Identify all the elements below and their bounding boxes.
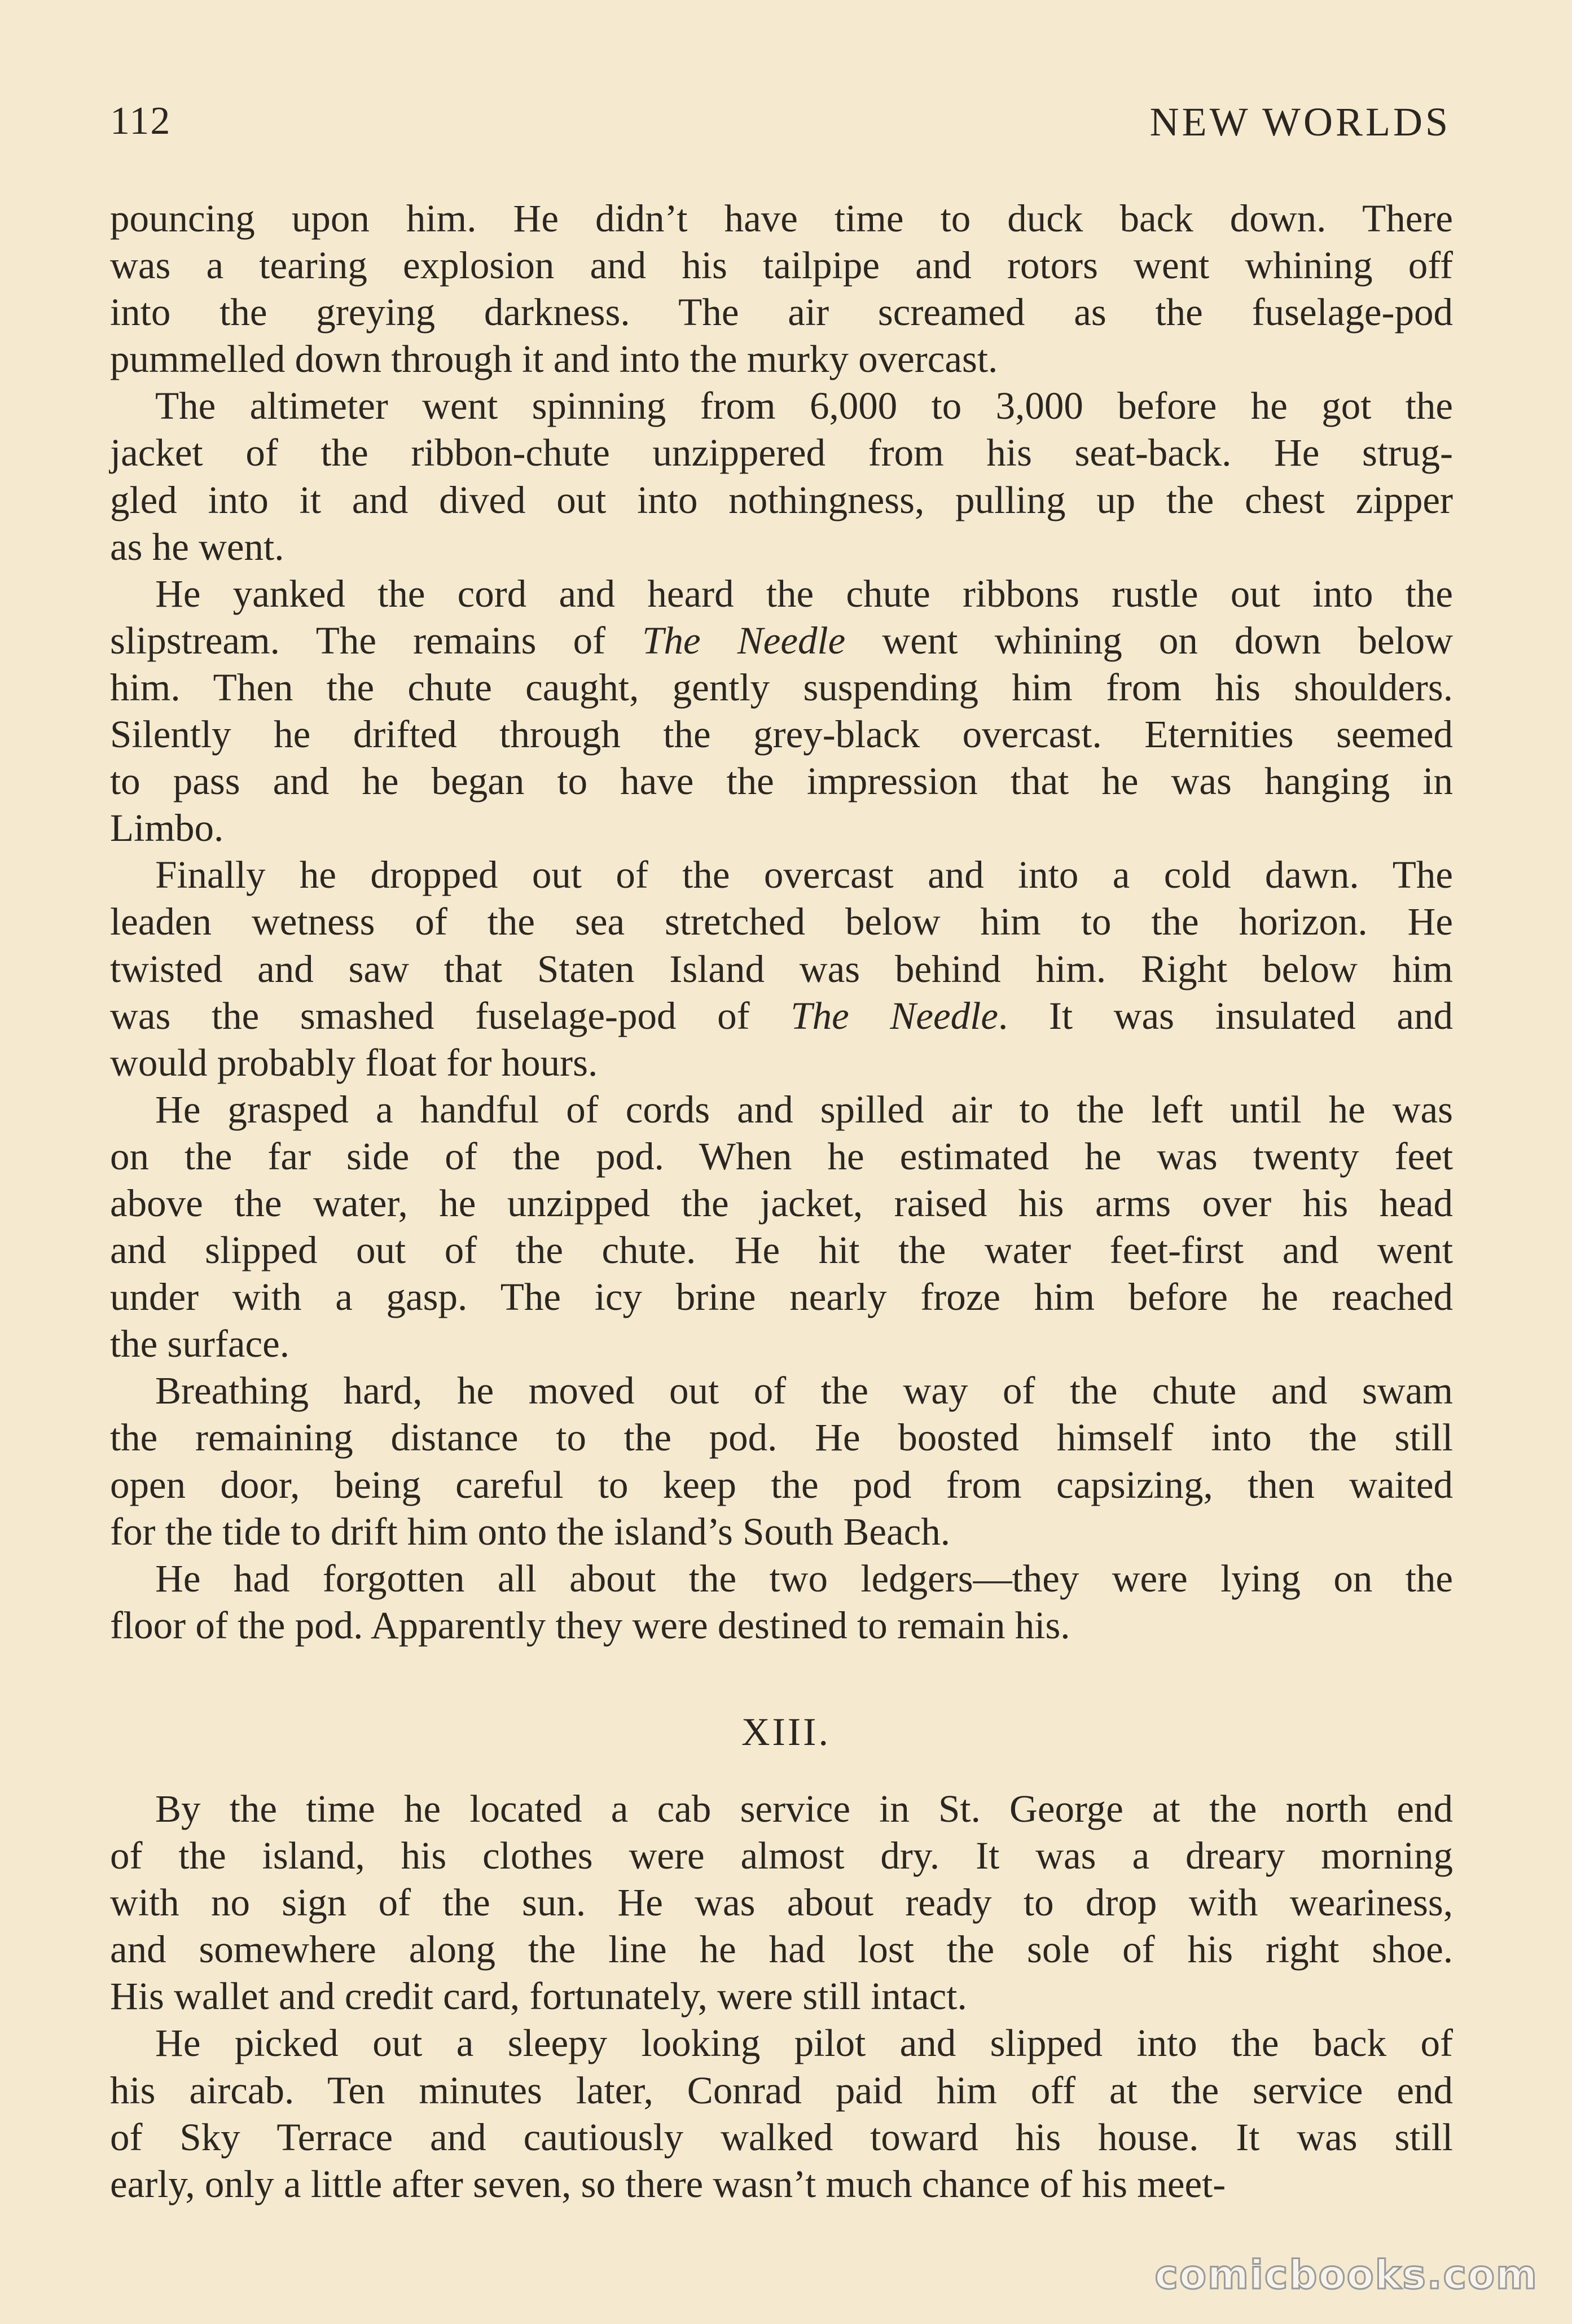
watermark-logo: comicbooks.com <box>1154 2252 1538 2298</box>
text-line: leaden wetness of the sea stretched below him to the horizon. He <box>110 900 1453 944</box>
page-number: 112 <box>110 99 172 143</box>
ship-name: The Needle <box>791 994 998 1037</box>
text-line: slipstream. The remains of The Needle went whining on down below <box>110 619 1453 662</box>
text-line: floor of the pod. Apparently they were destined to remain his. <box>110 1603 1070 1647</box>
text-line: of the island, his clothes were almost dry. It was a dreary morning <box>110 1834 1453 1878</box>
text-line: the remaining distance to the pod. He boosted himself into the still <box>110 1416 1453 1459</box>
text-line: the surface. <box>110 1322 289 1366</box>
text-line: and somewhere along the line he had lost the sole of his right shoe. <box>110 1928 1453 1971</box>
ship-name: The Needle <box>642 619 846 662</box>
text-line: and slipped out of the chute. He hit the water feet-first and went <box>110 1229 1453 1272</box>
paragraph <box>110 1786 1453 2020</box>
text-line: as he went. <box>110 525 284 568</box>
text-line: Silently he drifted through the grey-black overcast. Eternities seemed <box>110 713 1453 756</box>
text-line: into the greying darkness. The air screamed as the fuselage-pod <box>110 291 1453 334</box>
paragraph <box>110 852 1453 1086</box>
paragraph <box>110 1367 1453 1555</box>
text-line: Finally he dropped out of the overcast and into a cold dawn. The <box>155 853 1453 897</box>
paragraph <box>110 2020 1453 2207</box>
text-line: pummelled down through it and into the murky overcast. <box>110 337 998 381</box>
page-header <box>110 99 1451 161</box>
text-line: He picked out a sleepy looking pilot and slipped into the back of <box>155 2022 1453 2065</box>
text-line: Limbo. <box>110 806 224 850</box>
paragraph <box>110 383 1453 570</box>
running-head: NEW WORLDS <box>1149 99 1451 144</box>
text-line: on the far side of the pod. When he estimated he was twenty feet <box>110 1134 1453 1178</box>
text-line: Breathing hard, he moved out of the way of the chute and swam <box>155 1369 1453 1413</box>
paragraph <box>110 195 1453 383</box>
body-text-section-2 <box>110 1786 1453 2208</box>
text-line: His wallet and credit card, fortunately, were still intact. <box>110 1975 967 2018</box>
text-line: his aircab. Ten minutes later, Conrad paid him off at the service end <box>110 2068 1453 2112</box>
text-line: with no sign of the sun. He was about ready to drop with weariness, <box>110 1881 1453 1924</box>
text-line: would probably float for hours. <box>110 1041 598 1084</box>
text-line: pouncing upon him. He didn’t have time to duck back down. There <box>110 197 1453 240</box>
text-line: jacket of the ribbon-chute unzippered from his seat-back. He strug- <box>110 431 1453 475</box>
text-line: to pass and he began to have the impression that he was hanging in <box>110 760 1453 803</box>
text-line: of Sky Terrace and cautiously walked toward his house. It was still <box>110 2115 1453 2159</box>
text-line: By the time he located a cab service in St. George at the north end <box>155 1787 1453 1830</box>
text-line: He grasped a handful of cords and spilled air to the left until he was <box>155 1088 1453 1131</box>
text-line: He yanked the cord and heard the chute ribbons rustle out into the <box>155 572 1453 615</box>
text-line: for the tide to drift him onto the island’s South Beach. <box>110 1510 951 1553</box>
text-line: open door, being careful to keep the pod from capsizing, then waited <box>110 1463 1453 1506</box>
text-line: him. Then the chute caught, gently suspending him from his shoulders. <box>110 665 1453 709</box>
text-line: under with a gasp. The icy brine nearly froze him before he reached <box>110 1275 1453 1319</box>
text-line: was a tearing explosion and his tailpipe and rotors went whining off <box>110 244 1453 287</box>
paragraph <box>110 1555 1453 1649</box>
paragraph <box>110 571 1453 852</box>
paragraph <box>110 1086 1453 1368</box>
text-line: was the smashed fuselage-pod of The Needle. It was insulated and <box>110 994 1453 1037</box>
text-line: The altimeter went spinning from 6,000 to 3,000 before he got the <box>155 384 1453 428</box>
chapter-heading: XIII. <box>741 1711 831 1754</box>
text-line: twisted and saw that Staten Island was behind him. Right below him <box>110 947 1453 990</box>
text-line: gled into it and dived out into nothingness, pulling up the chest zipper <box>110 478 1453 521</box>
text-line: He had forgotten all about the two ledgers—they were lying on the <box>155 1556 1453 1600</box>
text-line: above the water, he unzipped the jacket, raised his arms over his head <box>110 1181 1453 1225</box>
body-text-section-1 <box>110 195 1453 1649</box>
text-line: early, only a little after seven, so there wasn’t much chance of his meet- <box>110 2162 1226 2205</box>
